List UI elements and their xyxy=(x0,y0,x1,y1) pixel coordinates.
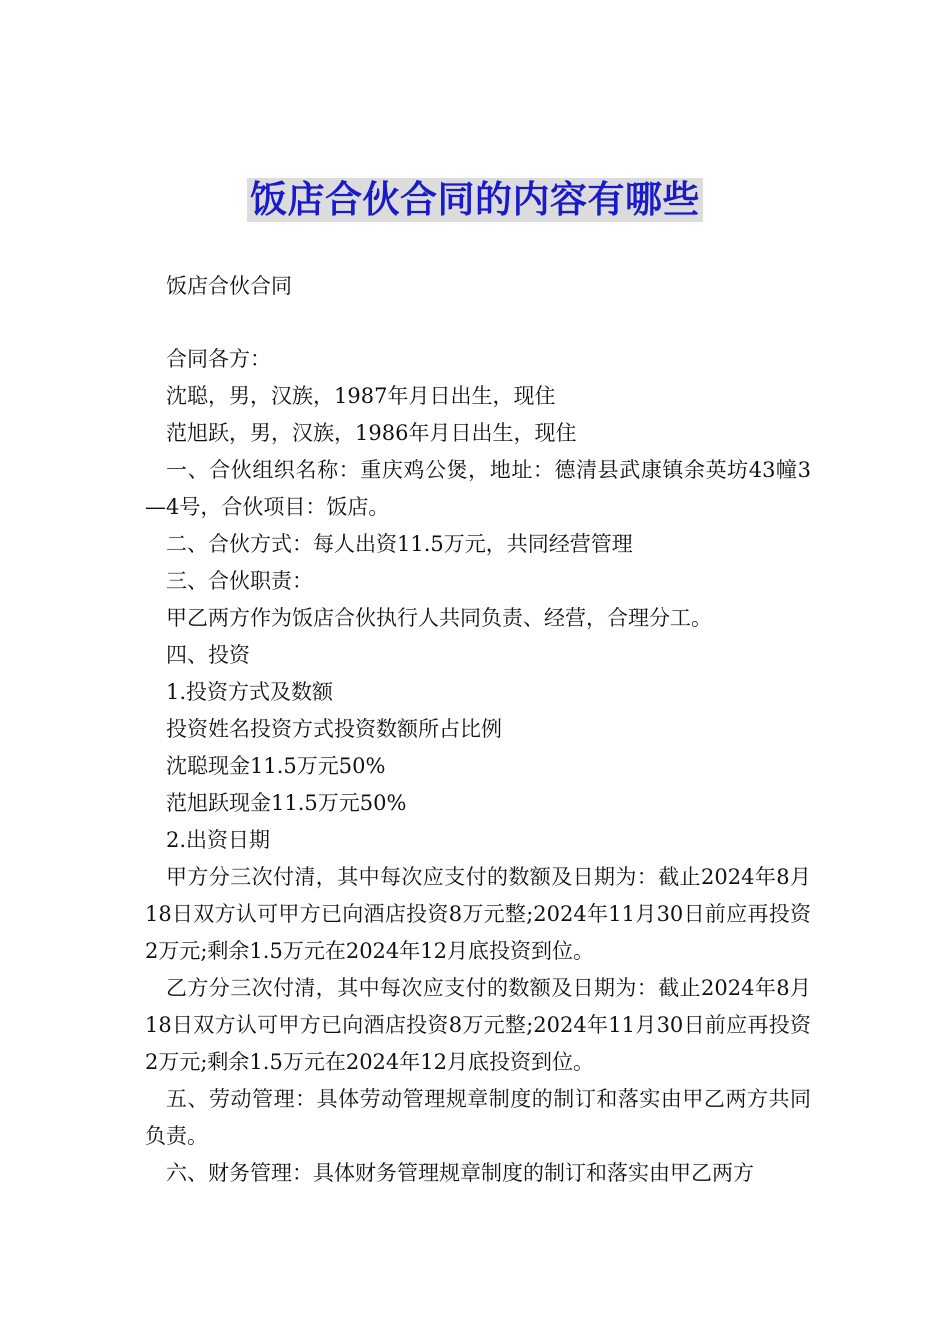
paragraph-investment-date: 2.出资日期 xyxy=(166,828,271,852)
paragraph-investment-header: 投资姓名投资方式投资数额所占比例 xyxy=(166,717,502,741)
paragraph-section-5: 五、劳动管理：具体劳动管理规章制度的制订和落实由甲乙两方共同负责。 xyxy=(145,1087,811,1148)
paragraph-party-a-payment: 甲方分三次付清，其中每次应支付的数额及日期为：截止2024年8月18日双方认可甲方已向酒店投资8万元整;2024年11月30日前应再投资2万元;剩余1.5万元在2024年12月底投资到位。 xyxy=(145,865,811,963)
paragraph-investment-row-a: 沈聪现金11.5万元50% xyxy=(166,754,386,778)
document-title: 饭店合伙合同的内容有哪些 xyxy=(247,178,703,222)
paragraph-section-4: 四、投资 xyxy=(166,643,250,667)
paragraph-party-b-payment: 乙方分三次付清，其中每次应支付的数额及日期为：截止2024年8月18日双方认可甲方已向酒店投资8万元整;2024年11月30日前应再投资2万元;剩余1.5万元在2024年12月底投资到位。 xyxy=(145,976,811,1074)
paragraph-section-3-body: 甲乙两方作为饭店合伙执行人共同负责、经营，合理分工。 xyxy=(166,606,712,630)
paragraph-section-1: 一、合伙组织名称：重庆鸡公煲，地址：德清县武康镇余英坊43幢3—4号，合伙项目：饭店。 xyxy=(145,458,811,519)
paragraph-party-a: 沈聪，男，汉族，1987年月日出生，现住 xyxy=(166,384,556,408)
contract-name: 饭店合伙合同 xyxy=(166,274,292,298)
contract-body xyxy=(145,341,811,1192)
title-container xyxy=(0,178,950,222)
paragraph-party-b: 范旭跃，男，汉族，1986年月日出生，现住 xyxy=(166,421,577,445)
paragraph-section-2: 二、合伙方式：每人出资11.5万元，共同经营管理 xyxy=(166,532,633,556)
paragraph-investment-method: 1.投资方式及数额 xyxy=(166,680,334,704)
contract-heading-block xyxy=(145,268,811,305)
paragraph-section-6: 六、财务管理：具体财务管理规章制度的制订和落实由甲乙两方 xyxy=(166,1161,754,1185)
paragraph-investment-row-b: 范旭跃现金11.5万元50% xyxy=(166,791,407,815)
paragraph-section-3: 三、合伙职责： xyxy=(166,569,313,593)
paragraph-parties: 合同各方： xyxy=(166,347,271,371)
